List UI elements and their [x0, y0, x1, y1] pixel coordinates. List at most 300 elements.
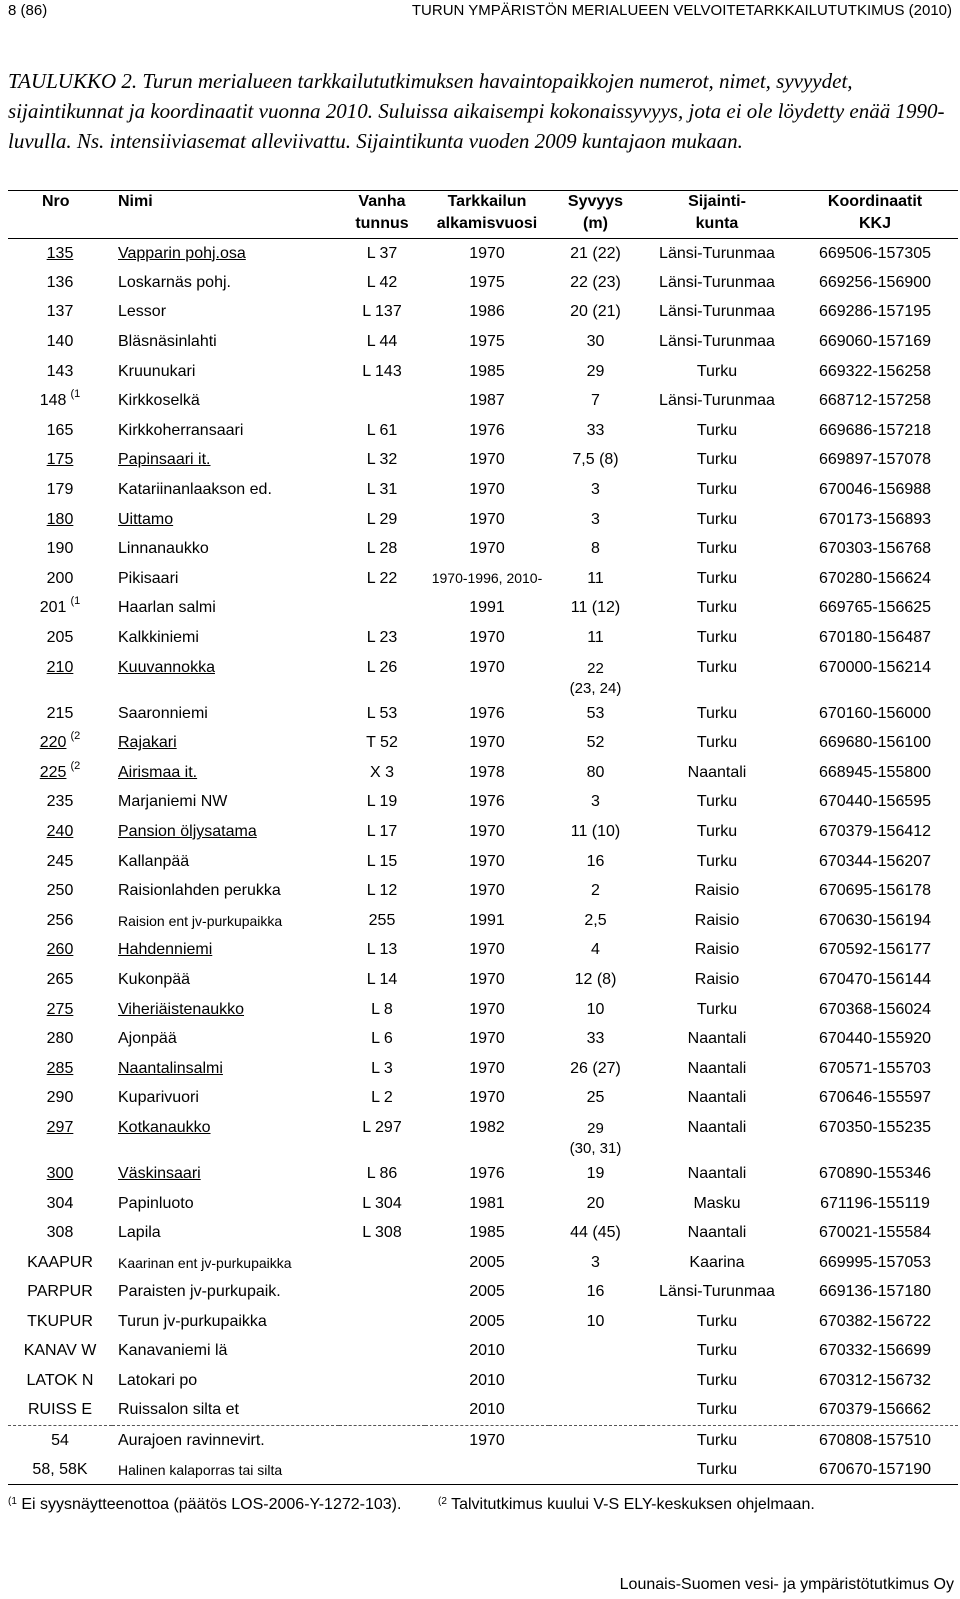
footnote-marker: (1: [70, 595, 81, 608]
cell-depth: 33: [586, 1030, 605, 1048]
cell-municipality: Naantali: [687, 1089, 747, 1107]
cell-start-year: 1987: [469, 392, 505, 410]
cell-coordinates: 670344-156207: [818, 852, 932, 870]
cell-coordinates: 670021-155584: [818, 1224, 932, 1242]
cell-start-year: 1978: [469, 763, 505, 781]
cell-old-id: L 19: [366, 793, 398, 811]
cell-name: Linnanaukko: [118, 540, 209, 558]
table-row: [8, 386, 958, 416]
cell-old-id: [339, 1396, 425, 1426]
cell-nro: KANAV W: [23, 1342, 97, 1360]
cell-municipality: Naantali: [687, 1224, 747, 1242]
cell-name: Kirkkoherransaari: [118, 421, 244, 439]
cell-nro: 308: [46, 1224, 74, 1242]
cell-coordinates: 669256-156900: [818, 273, 932, 291]
header-start-year: Tarkkailun alkamisvuosi: [436, 193, 538, 232]
cell-name: Kanavaniemi lä: [118, 1342, 228, 1360]
cell-old-id: L 86: [366, 1164, 398, 1182]
table-row: [8, 788, 958, 818]
cell-name: Turun jv-purkupaikka: [118, 1312, 267, 1330]
cell-depth: 30: [586, 333, 605, 351]
cell-nro: 235: [46, 793, 74, 811]
cell-coordinates: 668945-155800: [818, 763, 932, 781]
table-row: [8, 728, 958, 758]
cell-coordinates: 669686-157218: [818, 421, 932, 439]
table-row: [8, 446, 958, 476]
footnote-2: $^{(2}$ Talvitutkimus kuului V-S ELY-keskuksen ohjelmaan.: [438, 1496, 815, 1513]
cell-name: Kallanpää: [118, 852, 190, 870]
footnotes: [8, 1496, 952, 1520]
cell-coordinates: 670890-155346: [818, 1164, 932, 1182]
cell-municipality: Turku: [696, 1000, 738, 1018]
cell-name: Pansion öljysatama: [118, 822, 257, 840]
cell-start-year: 2005: [469, 1312, 505, 1330]
cell-start-year: 1975: [469, 273, 505, 291]
cell-start-year: 1970: [469, 1059, 505, 1077]
footnote-marker: (2: [70, 730, 81, 743]
table-row: [8, 1425, 958, 1455]
cell-start-year: 1970: [469, 1030, 505, 1048]
cell-coordinates: 670280-156624: [818, 569, 932, 587]
cell-depth: 4: [591, 941, 600, 959]
cell-nro: 143: [46, 362, 74, 380]
cell-nro: 136: [46, 273, 74, 291]
header-municipality: Sijainti- kunta: [688, 193, 746, 232]
cell-municipality: Turku: [696, 1342, 738, 1360]
cell-nro: 290: [46, 1089, 74, 1107]
cell-start-year: 2010: [469, 1401, 505, 1419]
cell-municipality: Länsi-Turunmaa: [659, 244, 775, 262]
table-row: [8, 1024, 958, 1054]
cell-nro: 54: [8, 1425, 112, 1455]
cell-old-id: L 137: [362, 303, 402, 321]
cell-name: Airismaa it.: [118, 763, 198, 781]
table-row: [8, 357, 958, 387]
table-row: [8, 1307, 958, 1337]
cell-municipality: Turku: [696, 704, 738, 722]
cell-depth: 21 (22): [570, 244, 621, 262]
cell-start-year: 2010: [469, 1372, 505, 1390]
cell-start-year: 1976: [469, 704, 505, 722]
header-old-id: Vanha tunnus: [355, 193, 409, 232]
cell-old-id: [339, 1337, 425, 1367]
header-nro: Nro: [42, 193, 70, 210]
cell-depth: 44 (45): [570, 1224, 621, 1242]
cell-start-year: 1970: [469, 882, 505, 900]
cell-old-id: L 17: [366, 822, 398, 840]
cell-name: Ruissalon silta et: [118, 1401, 239, 1419]
cell-municipality: Naantali: [687, 1164, 747, 1182]
cell-depth: [549, 1337, 642, 1367]
table-row: [8, 1366, 958, 1396]
cell-coordinates: 669322-156258: [818, 362, 932, 380]
cell-start-year: 1970: [469, 658, 505, 676]
cell-old-id: L 308: [362, 1224, 402, 1242]
cell-old-id: L 2: [371, 1089, 393, 1107]
table-row: [8, 1248, 958, 1278]
cell-start-year: 1970: [469, 510, 505, 528]
cell-name: Kukonpää: [118, 970, 191, 988]
cell-name: Loskarnäs pohj.: [118, 273, 231, 291]
cell-coordinates: 670440-156595: [818, 793, 932, 811]
cell-municipality: Turku: [696, 822, 738, 840]
cell-start-year: 1976: [469, 793, 505, 811]
cell-nro: 58, 58K: [8, 1455, 112, 1485]
table-row: [8, 1455, 958, 1485]
cell-municipality: Turku: [696, 734, 738, 752]
cell-name: Kuparivuori: [118, 1089, 199, 1107]
cell-depth: [549, 1366, 642, 1396]
cell-municipality: Länsi-Turunmaa: [659, 303, 775, 321]
cell-old-id: L 13: [366, 941, 398, 959]
cell-municipality: Turku: [642, 1425, 792, 1455]
table-row: [8, 239, 958, 269]
cell-coordinates: 670808-157510: [792, 1425, 958, 1455]
cell-start-year: 1970: [469, 822, 505, 840]
cell-municipality: Turku: [696, 852, 738, 870]
cell-start-year: 2005: [469, 1253, 505, 1271]
running-header: [8, 2, 952, 26]
cell-nro: 215: [46, 704, 74, 722]
cell-coordinates: 669680-156100: [818, 734, 932, 752]
table-row: [8, 1396, 958, 1426]
cell-old-id: L 26: [366, 658, 398, 676]
cell-name: Kotkanaukko: [118, 1119, 211, 1137]
cell-start-year: 1970: [469, 540, 505, 558]
cell-coordinates: 669765-156625: [818, 599, 932, 617]
cell-coordinates: 670646-155597: [818, 1089, 932, 1107]
cell-nro: 304: [46, 1194, 74, 1212]
cell-nro: 200: [46, 569, 74, 587]
table-row: [8, 1054, 958, 1084]
cell-municipality: Länsi-Turunmaa: [659, 273, 775, 291]
cell-nro: 135: [46, 244, 74, 262]
cell-old-id: X 3: [369, 763, 394, 781]
cell-nro: 225 $^{(2}$: [39, 759, 81, 781]
cell-depth: 7,5 (8): [572, 451, 619, 469]
cell-old-id: L 42: [366, 273, 398, 291]
cell-depth: 29 (30, 31): [569, 1120, 622, 1158]
cell-depth: 3: [591, 1253, 600, 1271]
cell-old-id: [339, 1278, 425, 1308]
cell-old-id: L 6: [371, 1030, 393, 1048]
cell-municipality: Raisio: [694, 970, 740, 988]
cell-municipality: Länsi-Turunmaa: [659, 333, 775, 351]
cell-old-id: [339, 1307, 425, 1337]
cell-nro: TKUPUR: [27, 1312, 93, 1330]
cell-old-id: L 14: [366, 970, 398, 988]
table-row: [8, 475, 958, 505]
cell-nro: RUISS E: [27, 1401, 92, 1419]
cell-old-id: L 297: [362, 1119, 402, 1137]
cell-depth: 80: [586, 763, 605, 781]
table-row: [8, 298, 958, 328]
cell-municipality: Turku: [696, 1312, 738, 1330]
cell-coordinates: 670440-155920: [818, 1030, 932, 1048]
cell-depth: 52: [586, 734, 605, 752]
table-row: [8, 1113, 958, 1159]
cell-depth: 25: [586, 1089, 605, 1107]
cell-name: Halinen kalaporras tai silta: [112, 1455, 339, 1485]
cell-depth: [549, 1396, 642, 1426]
cell-start-year: 1982: [469, 1119, 505, 1137]
cell-old-id: L 28: [366, 540, 398, 558]
stations-table: [8, 190, 958, 1485]
table-row: [8, 995, 958, 1025]
cell-name: Papinsaari it.: [118, 451, 211, 469]
cell-old-id: L 29: [366, 510, 398, 528]
table-row: [8, 594, 958, 624]
cell-municipality: Turku: [696, 599, 738, 617]
cell-start-year: 1970: [469, 629, 505, 647]
cell-depth: 20: [586, 1194, 605, 1212]
cell-municipality: Turku: [696, 658, 738, 676]
cell-coordinates: 669060-157169: [818, 333, 932, 351]
cell-old-id: L 44: [366, 333, 398, 351]
cell-depth: 20 (21): [570, 303, 621, 321]
cell-depth: 11 (10): [570, 822, 621, 840]
table-row: [8, 906, 958, 936]
cell-depth: [549, 1425, 642, 1455]
cell-coordinates: 670379-156662: [818, 1401, 932, 1419]
table-row: [8, 847, 958, 877]
cell-municipality: Länsi-Turunmaa: [659, 392, 775, 410]
table-header-row: [8, 191, 958, 239]
cell-start-year: 1970: [469, 244, 505, 262]
cell-old-id: L 12: [366, 882, 398, 900]
cell-start-year: 1970: [469, 1000, 505, 1018]
report-series-title: TURUN YMPÄRISTÖN MERIALUEEN VELVOITETARKKAILUTUTKIMUS (2010): [411, 2, 952, 19]
cell-coordinates: 670303-156768: [818, 540, 932, 558]
cell-depth: 11: [587, 629, 604, 647]
cell-name: Bläsnäsinlahti: [118, 333, 217, 351]
cell-old-id: L 3: [371, 1059, 393, 1077]
table-row: [8, 965, 958, 995]
cell-old-id: L 32: [366, 451, 398, 469]
cell-name: Kirkkoselkä: [118, 392, 200, 410]
cell-old-id: L 61: [366, 421, 398, 439]
cell-depth: 3: [591, 793, 600, 811]
cell-nro: 205: [46, 629, 74, 647]
cell-coordinates: 670470-156144: [818, 970, 932, 988]
table-row: [8, 534, 958, 564]
cell-coordinates: 669286-157195: [818, 303, 932, 321]
table-row: [8, 564, 958, 594]
cell-nro: 256: [46, 911, 74, 929]
cell-start-year: 1970-1996, 2010-: [431, 569, 543, 586]
table-row: [8, 1084, 958, 1114]
cell-nro: 210: [46, 658, 74, 676]
table-row: [8, 876, 958, 906]
table-row: [8, 758, 958, 788]
cell-start-year: 1970: [469, 451, 505, 469]
cell-depth: 3: [591, 510, 600, 528]
cell-name: Vapparin pohj.osa: [118, 244, 246, 262]
cell-old-id: 255: [368, 911, 396, 929]
cell-nro: KAAPUR: [27, 1253, 93, 1271]
cell-nro: 285: [46, 1059, 74, 1077]
table-row: [8, 1218, 958, 1248]
cell-municipality: Naantali: [687, 1030, 747, 1048]
table-row: [8, 1159, 958, 1189]
cell-municipality: Turku: [696, 1401, 738, 1419]
cell-municipality: Naantali: [687, 1059, 747, 1077]
cell-name: Rajakari: [118, 734, 177, 752]
cell-municipality: Turku: [696, 540, 738, 558]
cell-depth: 2,5: [584, 911, 607, 929]
cell-nro: 180: [46, 510, 74, 528]
cell-depth: 12 (8): [574, 970, 617, 988]
cell-municipality: Turku: [696, 793, 738, 811]
cell-nro: 140: [46, 333, 74, 351]
cell-old-id: L 22: [366, 569, 398, 587]
header-coordinates: Koordinaatit KKJ: [827, 193, 923, 232]
table-row: [8, 653, 958, 699]
cell-coordinates: 670379-156412: [818, 822, 932, 840]
cell-name: Saaronniemi: [118, 704, 208, 722]
cell-start-year: 1970: [469, 970, 505, 988]
cell-coordinates: 670382-156722: [818, 1312, 932, 1330]
cell-coordinates: 670332-156699: [818, 1342, 932, 1360]
cell-municipality: Kaarina: [689, 1253, 745, 1271]
cell-start-year: 1976: [469, 421, 505, 439]
cell-coordinates: 670592-156177: [818, 941, 932, 959]
cell-start-year: 1970: [469, 481, 505, 499]
cell-name: Katariinanlaakson ed.: [118, 481, 272, 499]
cell-coordinates: 670000-156214: [818, 658, 932, 676]
page-number: 8 (86): [8, 2, 48, 19]
cell-old-id: L 304: [362, 1194, 402, 1212]
cell-municipality: Turku: [696, 569, 738, 587]
cell-municipality: Turku: [696, 481, 738, 499]
cell-municipality: Raisio: [694, 941, 740, 959]
table-row: [8, 327, 958, 357]
cell-name: Lessor: [118, 303, 167, 321]
cell-start-year: 1970: [425, 1425, 549, 1455]
cell-old-id: [339, 594, 425, 624]
cell-depth: 10: [586, 1312, 605, 1330]
cell-old-id: L 31: [366, 481, 398, 499]
cell-nro: PARPUR: [27, 1283, 93, 1301]
table-row: [8, 699, 958, 729]
table-caption: TAULUKKO 2. Turun merialueen tarkkailututkimuksen havaintopaikkojen numerot, nimet, syvyydet, sijaintikunnat ja koordinaatit vuonna 2010. Suluissa aikaisempi kokonaissyvyys, jota ei ole löydetty enää 1990-luvulla. Ns. intensiiviasemat alleviivattu. Sijaintikunta vuoden 2009 kuntajaon mukaan.: [8, 69, 945, 153]
cell-name: Haarlan salmi: [118, 599, 216, 617]
cell-name: Kalkkiniemi: [118, 629, 199, 647]
cell-nro: 250: [46, 882, 74, 900]
cell-nro: 148 $^{(1}$: [39, 388, 81, 410]
cell-name: Ajonpää: [118, 1030, 177, 1048]
cell-start-year: 1985: [469, 362, 505, 380]
cell-depth: 53: [586, 704, 605, 722]
cell-nro: 260: [46, 941, 74, 959]
cell-nro: 240: [46, 822, 74, 840]
cell-nro: 179: [46, 481, 74, 499]
cell-municipality: Turku: [696, 510, 738, 528]
cell-nro: 300: [46, 1164, 74, 1182]
cell-coordinates: 670670-157190: [792, 1455, 958, 1485]
cell-name: Marjaniemi NW: [118, 793, 228, 811]
cell-start-year: 1981: [469, 1194, 505, 1212]
cell-old-id: L 23: [366, 629, 398, 647]
cell-depth: [549, 1455, 642, 1485]
cell-start-year: 1970: [469, 734, 505, 752]
cell-depth: 3: [591, 481, 600, 499]
cell-name: Pikisaari: [118, 569, 179, 587]
table-row: [8, 623, 958, 653]
cell-nro: 137: [46, 303, 74, 321]
table-row: [8, 1189, 958, 1219]
cell-nro: 220 $^{(2}$: [39, 730, 81, 752]
cell-municipality: Länsi-Turunmaa: [659, 1283, 775, 1301]
cell-coordinates: 669136-157180: [818, 1283, 932, 1301]
cell-municipality: Raisio: [694, 882, 740, 900]
cell-coordinates: 670571-155703: [818, 1059, 932, 1077]
cell-start-year: 1975: [469, 333, 505, 351]
cell-nro: 275: [46, 1000, 74, 1018]
cell-start-year: [425, 1455, 549, 1485]
cell-name: Raisionlahden perukka: [118, 882, 281, 900]
cell-municipality: Masku: [693, 1194, 741, 1212]
cell-depth: 19: [586, 1164, 605, 1182]
cell-municipality: Turku: [696, 451, 738, 469]
cell-name: Kuuvannokka: [118, 658, 215, 676]
cell-name: Väskinsaari: [118, 1164, 201, 1182]
cell-coordinates: 671196-155119: [820, 1194, 930, 1212]
cell-nro: 201 $^{(1}$: [39, 595, 81, 617]
table-row: [8, 268, 958, 298]
cell-municipality: Turku: [696, 421, 738, 439]
cell-start-year: 1970: [469, 852, 505, 870]
cell-name: Raision ent jv-purkupaikka: [118, 912, 283, 929]
cell-start-year: 2010: [469, 1342, 505, 1360]
cell-coordinates: 670180-156487: [818, 629, 932, 647]
header-name: Nimi: [118, 193, 153, 210]
cell-old-id: L 53: [366, 704, 398, 722]
cell-nro: 190: [46, 540, 74, 558]
footnote-1: $^{(1}$ Ei syysnäytteenottoa (päätös LOS-2006-Y-1272-103).: [8, 1496, 402, 1513]
cell-old-id: [339, 1248, 425, 1278]
cell-name: Viheriäistenaukko: [118, 1000, 245, 1018]
cell-nro: 175: [46, 451, 74, 469]
cell-nro: 165: [46, 421, 74, 439]
cell-municipality: Naantali: [687, 1119, 747, 1137]
cell-coordinates: 670368-156024: [818, 1000, 932, 1018]
cell-start-year: 2005: [469, 1283, 505, 1301]
cell-depth: 33: [586, 421, 605, 439]
cell-nro: 245: [46, 852, 74, 870]
cell-coordinates: 670695-156178: [818, 882, 932, 900]
cell-old-id: [339, 386, 425, 416]
cell-name: Papinluoto: [118, 1194, 194, 1212]
cell-coordinates: 670350-155235: [818, 1119, 932, 1137]
cell-municipality: Turku: [696, 629, 738, 647]
cell-old-id: [339, 1366, 425, 1396]
cell-name: Latokari po: [118, 1372, 198, 1390]
cell-depth: 2: [591, 882, 600, 900]
cell-coordinates: 670160-156000: [818, 704, 932, 722]
table-row: [8, 1278, 958, 1308]
cell-coordinates: 670173-156893: [818, 510, 932, 528]
cell-start-year: 1991: [469, 911, 505, 929]
cell-depth: 7: [591, 392, 600, 410]
cell-depth: 8: [591, 540, 600, 558]
cell-name: Paraisten jv-purkupaik.: [118, 1283, 281, 1301]
cell-name: Uittamo: [118, 510, 174, 528]
cell-depth: 22 (23): [570, 273, 621, 291]
cell-coordinates: 670312-156732: [818, 1372, 932, 1390]
cell-old-id: L 37: [366, 244, 398, 262]
cell-coordinates: 668712-157258: [818, 392, 932, 410]
